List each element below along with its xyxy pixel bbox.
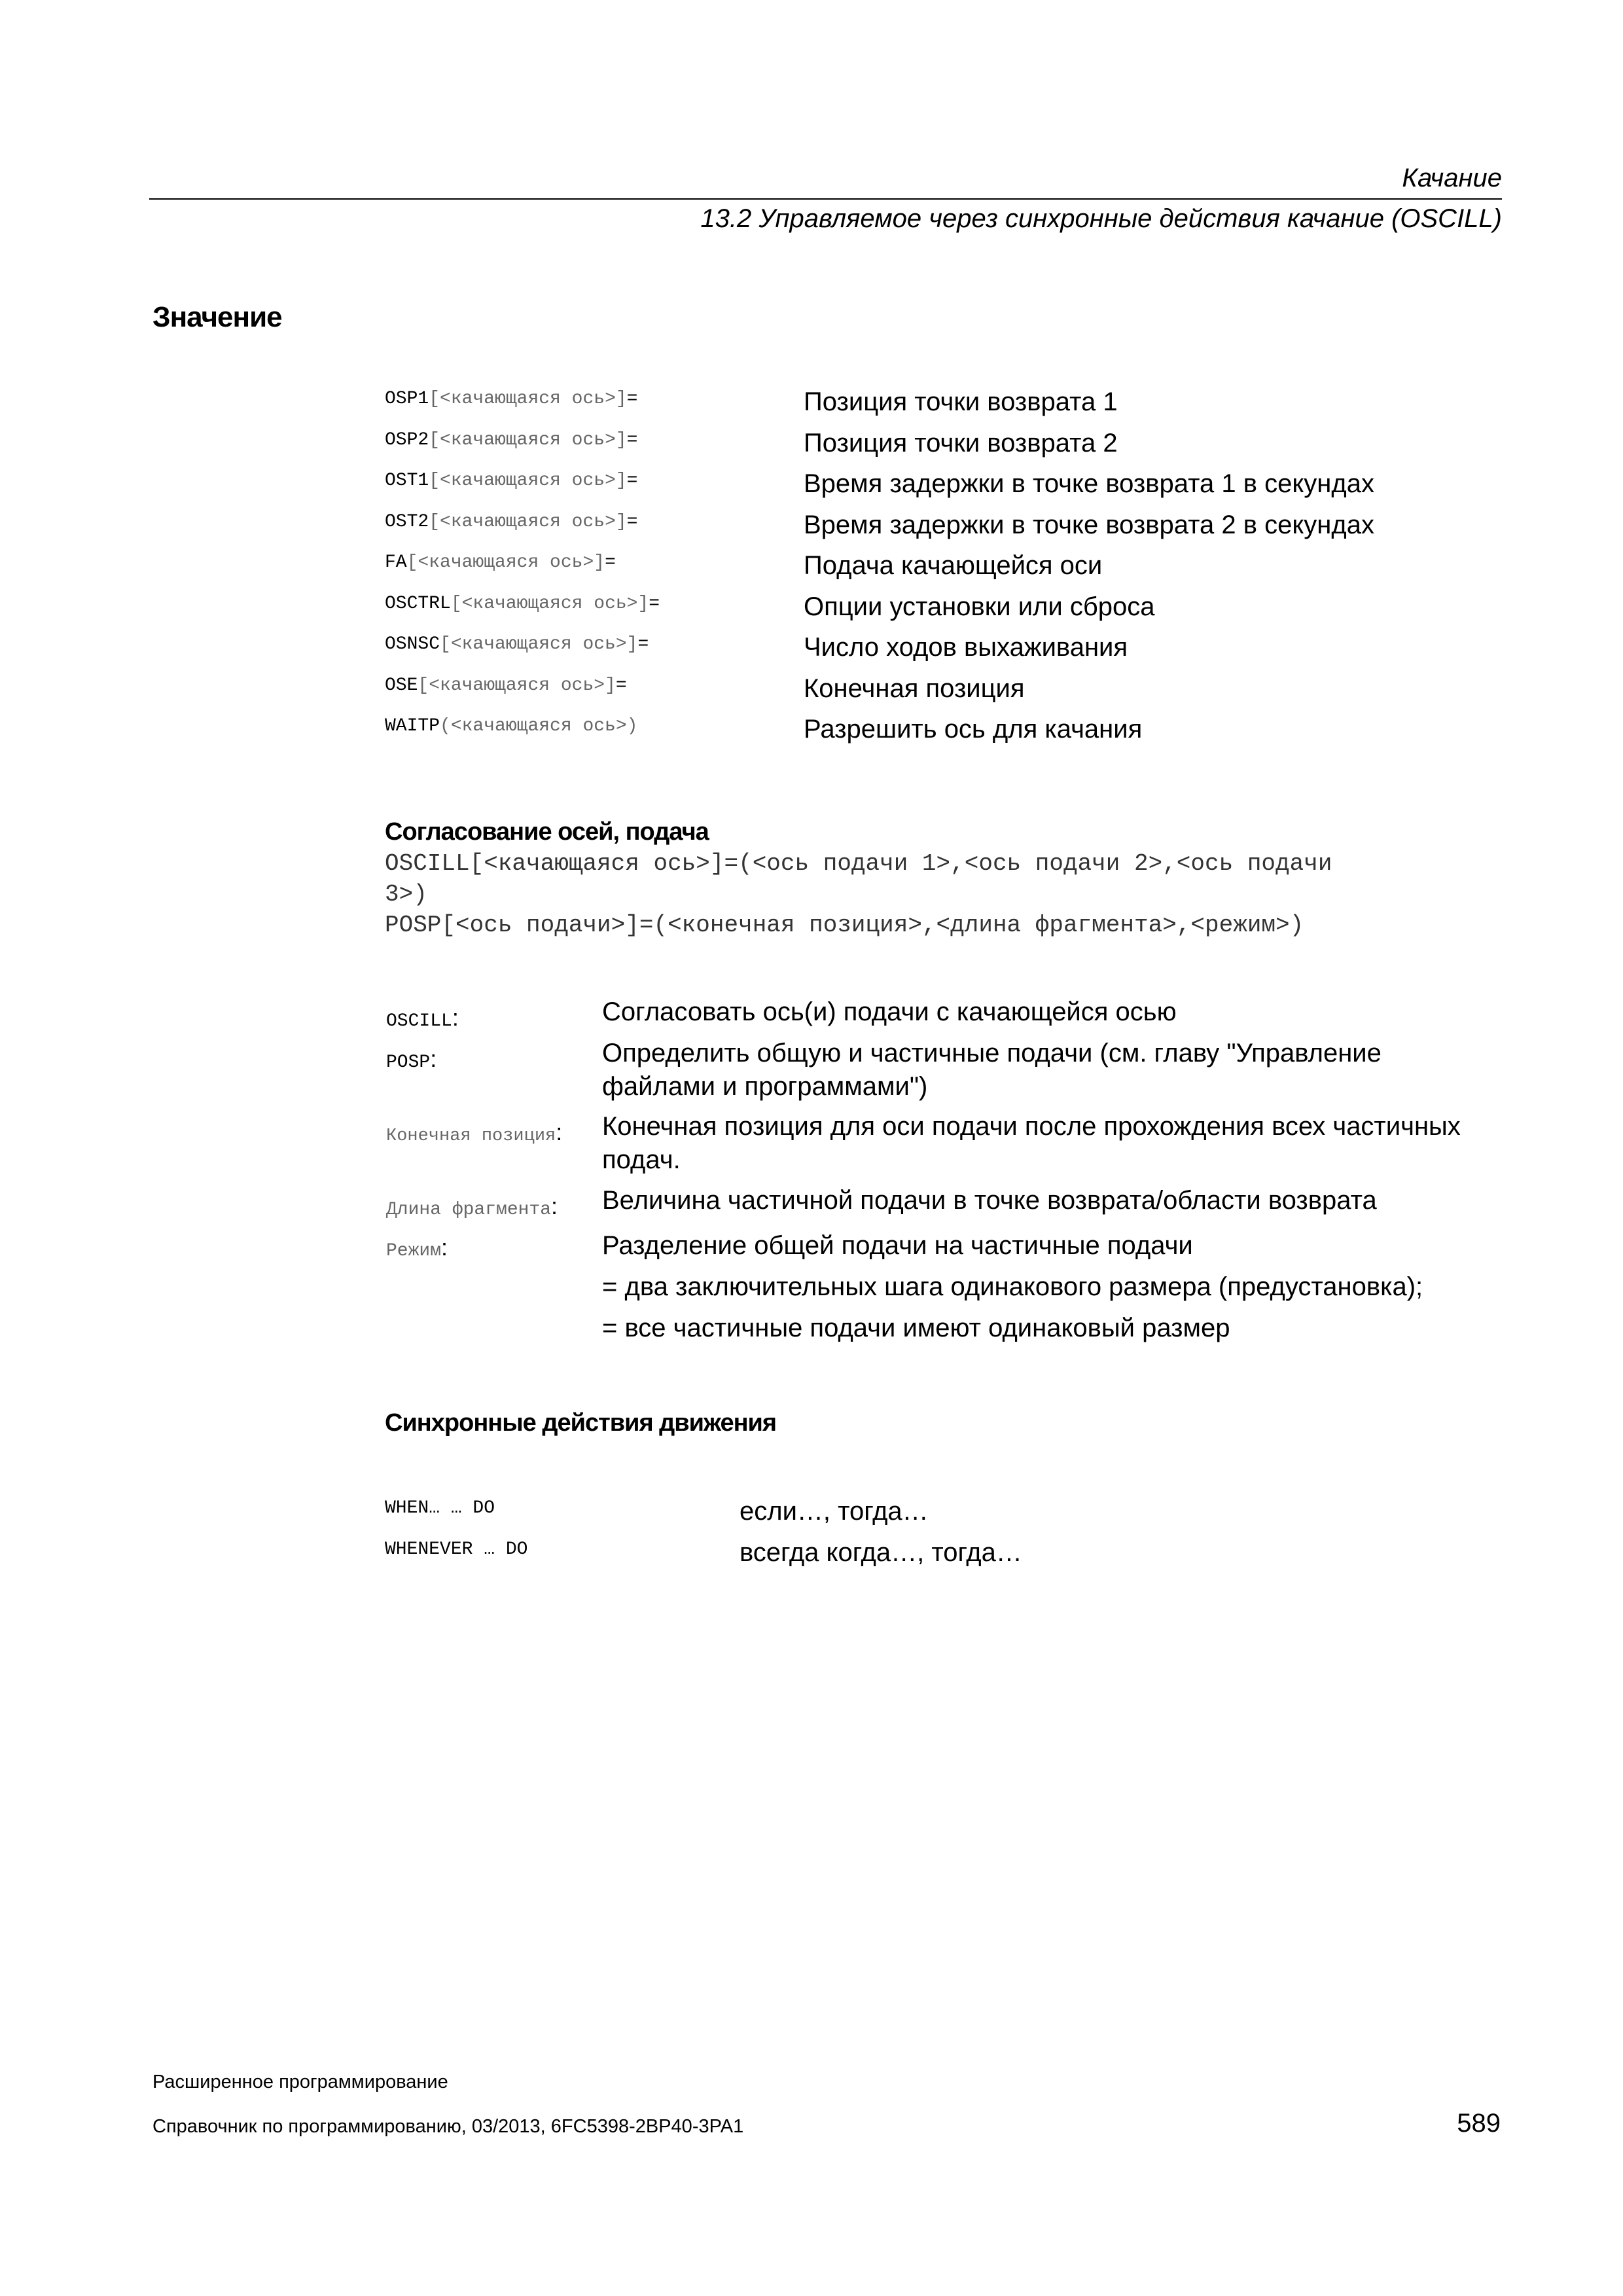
meaning-description: Время задержки в точке возврата 1 в секундах bbox=[804, 469, 1374, 498]
meaning-code: OST1[<качающаяся ось>]= bbox=[385, 471, 638, 491]
meaning-code: OSP1[<качающаяся ось>]= bbox=[385, 389, 638, 409]
page-number: 589 bbox=[1457, 2109, 1501, 2138]
meaning-row bbox=[0, 511, 1623, 547]
sync-code: WHENEVER … DO bbox=[385, 1539, 528, 1560]
meaning-description: Опции установки или сброса bbox=[804, 592, 1155, 621]
running-header-section: 13.2 Управляемое через синхронные действия качание (OSCILL) bbox=[700, 204, 1502, 233]
param-label-oscill: OSCILL: bbox=[386, 1004, 459, 1031]
meaning-code: OSE[<качающаяся ось>]= bbox=[385, 675, 627, 696]
subsection-title-assignment: Согласование осей, подача bbox=[385, 818, 709, 846]
param-text-oscill: Согласовать ось(и) подачи с качающейся осью bbox=[602, 997, 1177, 1026]
param-text-posp: Определить общую и частичные подачи (см. главу "Управление файлами и программами") bbox=[602, 1039, 1382, 1101]
meaning-code: FA[<качающаяся ось>]= bbox=[385, 552, 616, 573]
meaning-code: OSP2[<качающаяся ось>]= bbox=[385, 430, 638, 450]
sync-row bbox=[0, 1538, 1623, 1575]
meaning-code: OSNSC[<качающаяся ось>]= bbox=[385, 634, 649, 655]
header-rule bbox=[149, 198, 1502, 200]
param-text-mode: Разделение общей подачи на частичные подачи = два заключительных шага одинакового размера (предустановка); = все частичные подачи имеют одинаковый размер bbox=[602, 1231, 1423, 1342]
meaning-code: OSCTRL[<качающаяся ось>]= bbox=[385, 594, 660, 614]
meaning-row bbox=[0, 387, 1623, 424]
footer-book-title: Расширенное программирование bbox=[152, 2072, 448, 2092]
syntax-line: 3>) bbox=[385, 881, 427, 908]
meaning-description: Подача качающейся оси bbox=[804, 551, 1103, 580]
subsection-title-sync: Синхронные действия движения bbox=[385, 1409, 777, 1437]
sync-description: если…, тогда… bbox=[740, 1497, 929, 1526]
meaning-row bbox=[0, 429, 1623, 465]
meaning-row bbox=[0, 592, 1623, 629]
param-label-fragment-length: Длина фрагмента: bbox=[386, 1193, 558, 1220]
meaning-description: Конечная позиция bbox=[804, 674, 1025, 703]
meaning-description: Время задержки в точке возврата 2 в секундах bbox=[804, 511, 1374, 539]
meaning-description: Позиция точки возврата 2 bbox=[804, 429, 1118, 457]
meaning-code: WAITP(<качающаяся ось>) bbox=[385, 716, 638, 736]
meaning-row bbox=[0, 674, 1623, 711]
param-text-fragment-length: Величина частичной подачи в точке возврата/области возврата bbox=[602, 1186, 1377, 1215]
meaning-row bbox=[0, 469, 1623, 506]
syntax-block bbox=[385, 848, 1332, 941]
meaning-description: Число ходов выхаживания bbox=[804, 633, 1128, 662]
sync-code: WHEN… … DO bbox=[385, 1498, 495, 1518]
footer-doc-info: Справочник по программированию, 03/2013, 6FC5398-2BP40-3PA1 bbox=[152, 2116, 744, 2137]
param-text-end-position: Конечная позиция для оси подачи после прохождения всех частичных подач. bbox=[602, 1112, 1461, 1174]
syntax-line: POSP[<ось подачи>]=(<конечная позиция>,<длина фрагмента>,<режим>) bbox=[385, 912, 1304, 939]
param-label-mode: Режим: bbox=[386, 1234, 448, 1261]
param-label-posp: POSP: bbox=[386, 1045, 437, 1073]
param-label-end-position: Конечная позиция: bbox=[386, 1119, 563, 1146]
sync-description: всегда когда…, тогда… bbox=[740, 1538, 1022, 1567]
meaning-row bbox=[0, 715, 1623, 751]
meaning-description: Разрешить ось для качания bbox=[804, 715, 1143, 744]
section-title-meaning: Значение bbox=[152, 301, 282, 333]
meaning-row bbox=[0, 633, 1623, 670]
syntax-line: OSCILL[<качающаяся ось>]=(<ось подачи 1>,<ось подачи 2>,<ось подачи bbox=[385, 850, 1332, 877]
sync-row bbox=[0, 1497, 1623, 1534]
meaning-row bbox=[0, 551, 1623, 588]
meaning-description: Позиция точки возврата 1 bbox=[804, 387, 1118, 416]
running-header-chapter: Качание bbox=[1402, 164, 1502, 192]
meaning-code: OST2[<качающаяся ось>]= bbox=[385, 512, 638, 532]
